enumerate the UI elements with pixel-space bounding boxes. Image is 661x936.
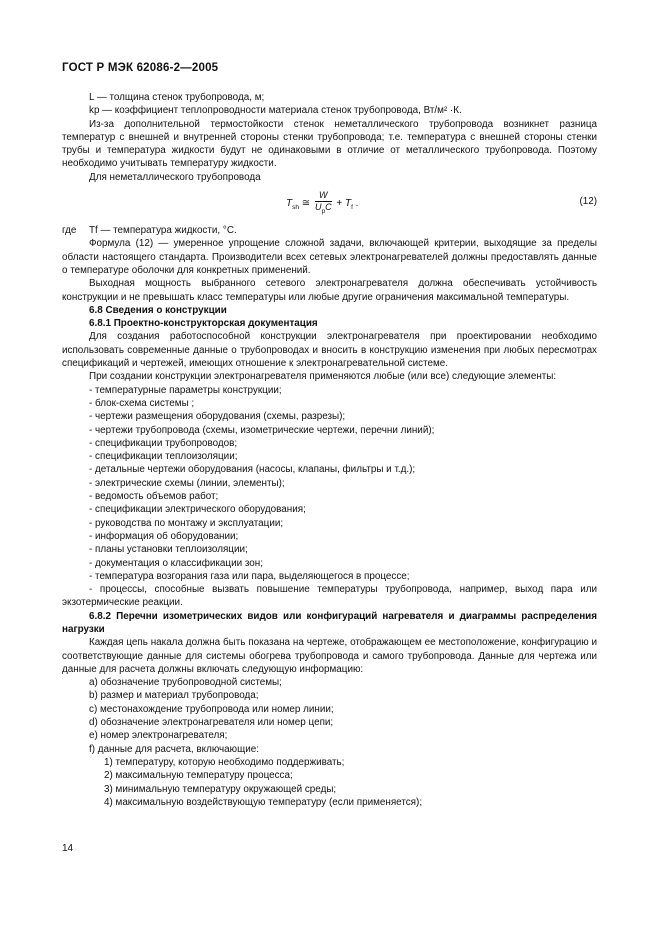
paragraph-design-data: Для создания работоспособной конструкции электронагревателя при проектировании необходимо использовать современные данные о трубопроводах и вносить в конструкцию изменения при любых пересмотрах спецификаций и чертежей, имеющих отношение к электронагревательной системе. [62, 331, 597, 370]
list-item: - блок-схема системы ; [89, 397, 195, 409]
definition-kp: kp — коэффициент теплопроводности материала стенок трубопровода, Вт/м² ·К. [89, 105, 462, 117]
list-item: - документация о классификации зон; [89, 557, 263, 569]
list-item: - ведомость объемов работ; [89, 491, 219, 503]
formula-dot: . [355, 198, 359, 210]
list-item: - температура возгорания газа или пара, выделяющегося в процессе; [89, 570, 410, 582]
paragraph-nonmetallic: Для неметаллического трубопровода [89, 171, 261, 183]
list-item: - процессы, способные вызвать повышение температуры трубопровода, например, выход пара или экзотермические реакции. [62, 584, 597, 609]
list-item: d) обозначение электронагревателя или номер цепи; [89, 717, 334, 729]
section-heading-6-8: 6.8 Сведения о конструкции [89, 304, 227, 316]
list-item: - чертежи размещения оборудования (схемы, разрезы); [89, 411, 346, 423]
list-item: c) местонахождение трубопровода или номер линии; [89, 703, 334, 715]
paragraph-thermal-resistance: Из-за дополнительной термостойкости стенок неметаллического трубопровода возникнет разница температур с внешней и внутренней стороны стенки трубопровода; т.е. температура с внешней стороны стенки трубы и температура жидкости будут не одинаковыми в отличие от металлического трубопровода. Поэтому необходимо учитывать температуру жидкости. [62, 118, 597, 170]
where-label: где [62, 225, 77, 237]
formula-fraction [315, 190, 332, 217]
where-definition [62, 224, 597, 237]
formula-number: (12) [579, 196, 597, 208]
info-list [62, 676, 597, 756]
paragraph-output-power: Выходная мощность выбранного сетевого электронагревателя должна обеспечивать устойчивость конструкции и не превышать класс температуры или любые другие ограничения максимальной температуры. [62, 278, 597, 303]
elements-list [62, 384, 597, 610]
list-item: f) данные для расчета, включающие: [89, 743, 259, 755]
paragraph-elements-intro: При создании конструкции электронагревателя применяются любые (или все) следующие элементы: [89, 371, 557, 383]
list-item: - температурные параметры конструкции; [89, 384, 282, 396]
formula-den-c: C [325, 202, 332, 213]
list-item: - детальные чертежи оборудования (насосы, клапаны, фильтры и т.д.); [89, 464, 416, 476]
formula-den-sub: p [321, 207, 326, 215]
list-item: - информация об оборудовании; [89, 530, 239, 542]
list-item: 3) минимальную температуру окружающей среды; [104, 783, 337, 795]
formula-lhs: T [286, 198, 293, 210]
section-heading-6-8-2: 6.8.2 Перечни изометрических видов или конфигураций нагревателя и диаграммы распределения нагрузки [62, 610, 597, 635]
list-item: 4) максимальную воздействующую температуру (если применяется); [104, 796, 423, 808]
list-item: - чертежи трубопровода (схемы, изометрические чертежи, перечни линий); [89, 424, 435, 436]
list-item: - спецификации трубопроводов; [89, 437, 238, 449]
page-number: 14 [62, 843, 74, 854]
list-item: - спецификации электрического оборудования; [89, 504, 306, 516]
formula-den-u: U [314, 202, 322, 213]
section-heading-6-8-1: 6.8.1 Проектно-конструкторская документация [89, 318, 318, 330]
list-item: - спецификации теплоизоляции; [89, 451, 238, 463]
calc-list [62, 756, 597, 809]
definition-l: L — толщина стенок трубопровода, м; [89, 92, 265, 103]
list-item: 1) температуру, которую необходимо поддерживать; [104, 756, 345, 768]
formula-rhs: T [344, 198, 352, 210]
paragraph-circuit-drawing: Каждая цепь накала должна быть показана на чертеже, отображающем ее местоположение, конфигурацию и соответствующие данные для системы обогрева трубопровода и самого трубопровода. Данные для чертежа или данные для расчета должны включать следующую информацию: [62, 637, 597, 675]
list-item: - руководства по монтажу и эксплуатации; [89, 517, 284, 529]
paragraph-formula-note: Формула (12) — умеренное упрощение сложной задачи, включающей критерии, выходящие за пределы области настоящего стандарта. Производители всех сетевых электронагревателей должны предоставлять данные о температуре оболочки для конкретных применений. [62, 238, 597, 276]
formula-rhs-sub: f [351, 204, 353, 212]
formula-denominator [315, 202, 332, 217]
document-header: ГОСТ Р МЭК 62086-2—2005 [62, 62, 219, 74]
formula-expression [286, 190, 358, 217]
formula-numerator: W [315, 190, 332, 202]
formula-plus: + [336, 198, 343, 210]
list-item: - планы установки теплоизоляции; [89, 544, 248, 556]
where-text: Tf — температура жидкости, °С. [89, 225, 237, 237]
document-body [62, 91, 597, 809]
list-item: b) размер и материал трубопровода; [89, 690, 259, 702]
list-item: - электрические схемы (линии, элементы); [89, 477, 285, 489]
formula-approx: ≅ [301, 198, 311, 210]
list-item: 2) максимальную температуру процесса; [104, 770, 293, 782]
list-item: e) номер электронагревателя; [89, 730, 228, 742]
list-item: a) обозначение трубопроводной системы; [89, 677, 282, 689]
formula-lhs-sub: sh [292, 204, 299, 212]
formula-12 [62, 184, 597, 224]
